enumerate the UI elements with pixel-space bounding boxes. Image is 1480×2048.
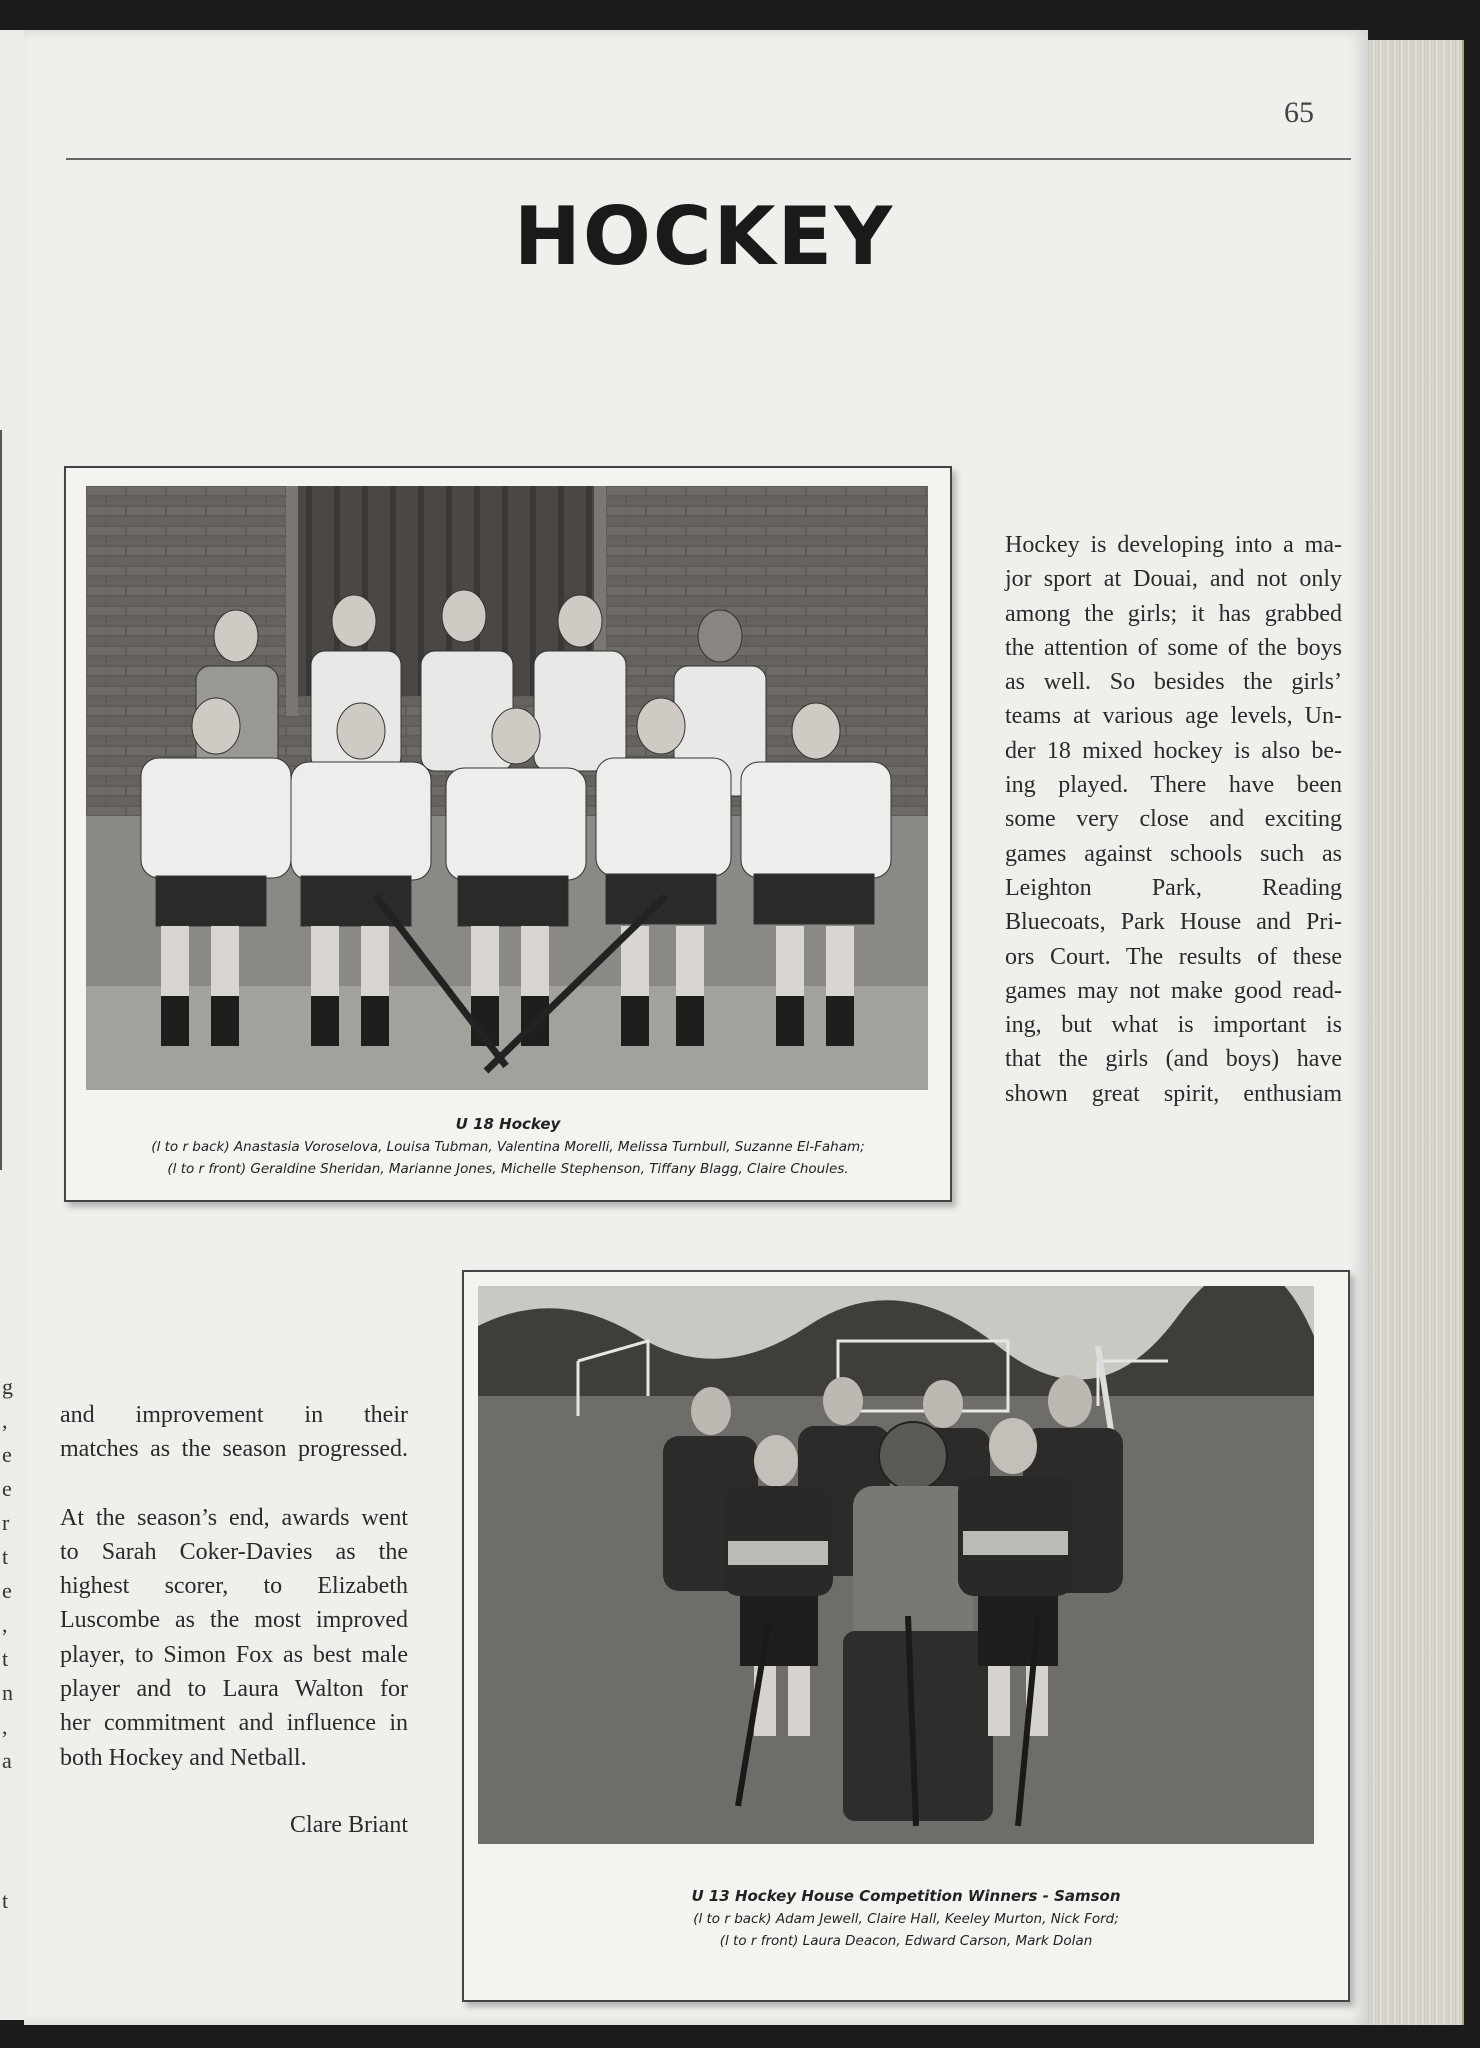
article-line: At the season’s end, awards went bbox=[60, 1504, 408, 1531]
article-line: teams at various age levels, Un- bbox=[1005, 703, 1342, 730]
article-line: ing, but what is important is bbox=[1005, 1012, 1342, 1039]
stacked-page-edges bbox=[1362, 40, 1464, 2025]
u13-team-photo bbox=[478, 1286, 1314, 1844]
u18-team-photo-image bbox=[86, 486, 928, 1090]
facing-page-fragment: , bbox=[2, 1612, 8, 1637]
article-author: Clare Briant bbox=[290, 1812, 408, 1838]
article-line: shown great spirit, enthusiam bbox=[1005, 1080, 1342, 1107]
facing-page-fragment: r bbox=[2, 1510, 10, 1535]
article-line: player, to Simon Fox as best male bbox=[60, 1641, 408, 1668]
page-number: 65 bbox=[1284, 96, 1314, 129]
page-title: HOCKEY bbox=[513, 190, 895, 283]
u13-team-photo-image bbox=[478, 1286, 1314, 1844]
article-line: games against schools such as bbox=[1005, 840, 1342, 867]
u18-caption-title: U 18 Hockey bbox=[455, 1115, 561, 1133]
article-line: ing played. There have been bbox=[1005, 772, 1342, 799]
magazine-page bbox=[24, 30, 1368, 2025]
article-line: jor sport at Douai, and not only bbox=[1005, 566, 1342, 593]
u13-caption-title: U 13 Hockey House Competition Winners - Samson bbox=[691, 1887, 1121, 1905]
u13-photo-frame bbox=[462, 1270, 1350, 2002]
facing-page-edge bbox=[0, 30, 25, 2020]
article-line: highest scorer, to Elizabeth bbox=[60, 1573, 408, 1600]
facing-page-fragment: e bbox=[2, 1476, 12, 1501]
article-line: Luscombe as the most improved bbox=[60, 1607, 408, 1634]
article-line: ors Court. The results of these bbox=[1005, 943, 1342, 970]
article-line: that the girls (and boys) have bbox=[1005, 1046, 1342, 1073]
facing-page-fragment: t bbox=[2, 1888, 9, 1913]
facing-page-fragment: n bbox=[2, 1680, 13, 1705]
header-rule bbox=[66, 158, 1351, 160]
facing-page-fragment: a bbox=[2, 1748, 12, 1773]
u18-caption-front-row: (l to r front) Geraldine Sheridan, Marianne Jones, Michelle Stephenson, Tiffany Blagg, Claire Choules. bbox=[167, 1161, 849, 1177]
paragraph-gap bbox=[60, 1467, 408, 1501]
article-right-column bbox=[1005, 528, 1342, 1111]
article-line: player and to Laura Walton for bbox=[60, 1676, 408, 1703]
article-line: matches as the season progressed. bbox=[60, 1436, 408, 1463]
u13-caption-back-row: (l to r back) Adam Jewell, Claire Hall, Keeley Murton, Nick Ford; bbox=[693, 1911, 1119, 1927]
article-line: her commitment and influence in bbox=[60, 1710, 408, 1737]
facing-page-fragment: , bbox=[2, 1714, 8, 1739]
article-line: Bluecoats, Park House and Pri- bbox=[1005, 909, 1342, 936]
article-line: to Sarah Coker-Davies as the bbox=[60, 1538, 408, 1565]
article-line: both Hockey and Netball. bbox=[60, 1744, 307, 1771]
u13-caption bbox=[464, 1884, 1348, 1952]
facing-page-fragment: g bbox=[2, 1374, 13, 1399]
article-line: der 18 mixed hockey is also be- bbox=[1005, 737, 1342, 764]
facing-page-fragment: t bbox=[2, 1544, 9, 1569]
facing-page-fragment: , bbox=[2, 1408, 8, 1433]
u18-caption bbox=[66, 1112, 950, 1180]
u13-caption-front-row: (l to r front) Laura Deacon, Edward Carson, Mark Dolan bbox=[719, 1933, 1093, 1949]
u18-team-photo bbox=[86, 486, 928, 1090]
article-line: Leighton Park, Reading bbox=[1005, 874, 1342, 901]
facing-page-fragment: e bbox=[2, 1578, 12, 1603]
article-line: the attention of some of the boys bbox=[1005, 634, 1342, 661]
facing-page-rule bbox=[0, 430, 2, 1170]
article-line: Hockey is developing into a ma- bbox=[1005, 532, 1342, 558]
article-line: among the girls; it has grabbed bbox=[1005, 600, 1342, 627]
facing-page-fragment: t bbox=[2, 1646, 9, 1671]
article-line: games may not make good read- bbox=[1005, 977, 1342, 1004]
u18-caption-back-row: (l to r back) Anastasia Voroselova, Louisa Tubman, Valentina Morelli, Melissa Turnbull, Suzanne El-Faham; bbox=[151, 1139, 865, 1155]
facing-page-fragment: e bbox=[2, 1442, 12, 1467]
article-line: some very close and exciting bbox=[1005, 806, 1342, 833]
article-left-column bbox=[60, 1398, 408, 1775]
article-line: and improvement in their bbox=[60, 1402, 408, 1428]
u18-photo-frame bbox=[64, 466, 952, 1202]
article-line: as well. So besides the girls’ bbox=[1005, 669, 1342, 696]
